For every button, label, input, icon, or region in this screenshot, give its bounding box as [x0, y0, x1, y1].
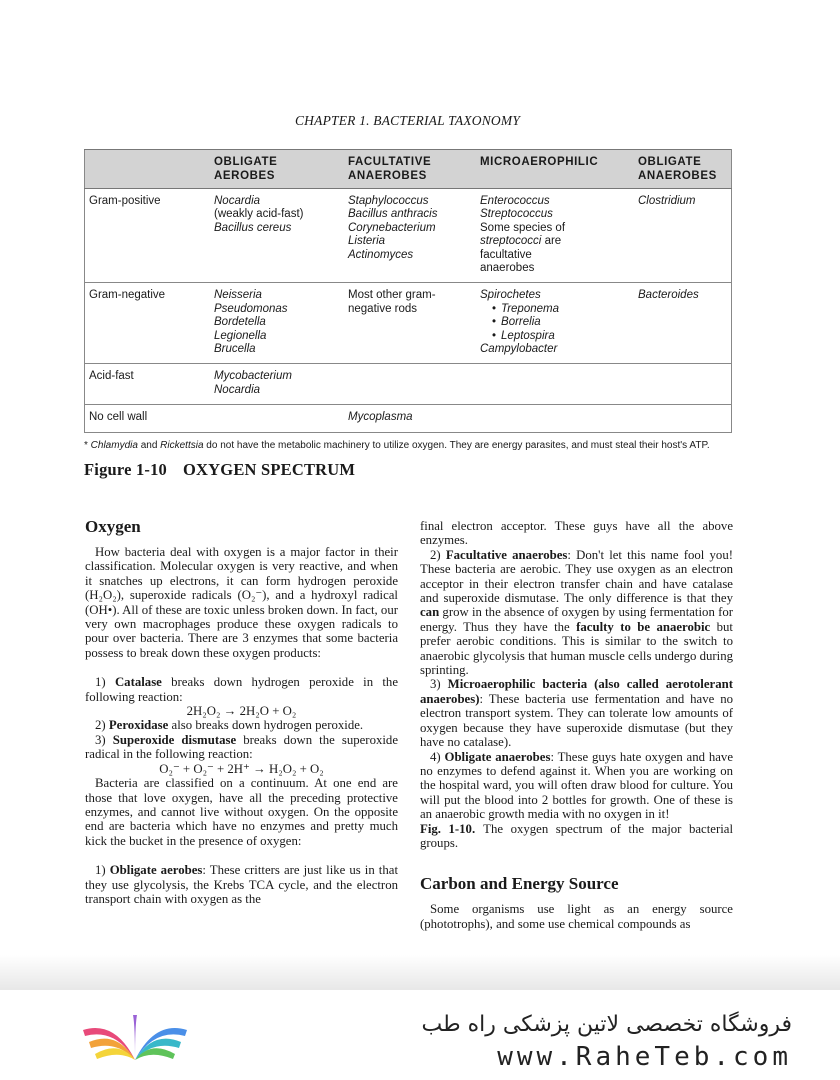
organism: Listeria	[348, 235, 386, 248]
table-row-no-cell-wall	[85, 405, 732, 432]
enzyme-item-peroxidase	[85, 718, 398, 732]
header-facultative-anaerobes-l2: ANAEROBES	[348, 169, 427, 182]
footnote-star: *	[84, 440, 91, 451]
cell-obligate-anaerobes	[634, 364, 732, 405]
item-number: 3)	[95, 732, 113, 747]
item-text: : These guys hate oxygen and have no enzymes to defend against it. When you are working on the hospital ward, you will often draw blood for culture. You will put the blood into 2 bottles for growth. One of these is an anaerobic growth media with no oxygen in it!	[420, 749, 733, 822]
organism: Legionella	[214, 329, 267, 342]
figure-caption-label: Fig. 1-10.	[420, 821, 476, 836]
header-facultative-anaerobes	[344, 150, 476, 189]
store-url: www.RaheTeb.com	[497, 1042, 792, 1072]
class-item-microaerophilic	[420, 677, 733, 749]
footnote-organism: Rickettsia	[160, 440, 204, 451]
organism: Bacillus cereus	[214, 221, 292, 234]
cell-microaerophilic	[476, 364, 634, 405]
left-column	[85, 517, 398, 906]
header-microaerophilic-label: MICROAEROPHILIC	[480, 156, 599, 168]
item-term: Catalase	[114, 675, 162, 690]
organism-bullet: • Leptospira	[480, 330, 630, 343]
note: facultative	[480, 248, 532, 261]
item-text: : Don't let this name fool you! These bacteria are aerobic. They use oxygen as an electron acceptor in their electron transfer chain and have catalase and superoxide dismutase. The only difference is that they	[420, 547, 733, 606]
note: anaerobes	[480, 262, 535, 275]
header-obligate-aerobes	[210, 150, 344, 189]
row-label: Gram-positive	[85, 189, 211, 283]
cell-facultative-anaerobes	[344, 283, 476, 364]
store-name: فروشگاه تخصصی لاتین پزشکی راه طب	[421, 1012, 792, 1037]
organism: streptococci	[480, 235, 542, 248]
table-header-row	[85, 150, 732, 189]
item-term: Peroxidase	[108, 718, 169, 733]
header-obligate-anaerobes-l1: OBLIGATE	[638, 156, 702, 168]
cell-obligate-anaerobes	[634, 405, 732, 432]
oxygen-spectrum-table	[84, 149, 732, 433]
paragraph-continued: final electron acceptor. These guys have all the above enzymes.	[420, 519, 733, 548]
organism: Nocardia	[214, 383, 261, 396]
organism: Nocardia	[214, 195, 261, 207]
cell-facultative-anaerobes	[344, 189, 476, 283]
running-header: CHAPTER 1. BACTERIAL TAXONOMY	[294, 113, 521, 128]
organism: Streptococcus	[480, 208, 553, 221]
cell-facultative-anaerobes	[344, 405, 476, 432]
equation-superoxide: O₂⁻ + O₂⁻ + 2H⁺ → H₂O₂ + O₂	[159, 761, 324, 776]
item-text: breaks down the superoxide radical in the following reaction:	[85, 732, 398, 762]
paragraph: How bacteria deal with oxygen is a major factor in their classification. Molecular oxygen is very reactive, and when it snatches up electrons, it can form hydrogen peroxide (H₂O₂), superoxide radicals (O₂⁻), and a hydroxyl radical (OH•). All of these are toxic unless broken down. In fact, our very own macrophages produce these oxygen radicals to pour over bacteria. There are 3 enzymes that some bacteria possess to break down these oxygen products:	[85, 545, 398, 660]
table-row-acid-fast	[85, 364, 732, 405]
cell-facultative-anaerobes	[344, 364, 476, 405]
organism: Bacillus anthracis	[348, 208, 438, 221]
organism-bullet: • Treponema	[480, 303, 630, 316]
right-column	[420, 519, 733, 931]
organism: Bacteroides	[638, 289, 699, 302]
item-number: 3)	[430, 677, 448, 692]
book-logo-icon	[75, 1010, 195, 1072]
cell-obligate-aerobes	[210, 364, 344, 405]
header-obligate-anaerobes-l2: ANAEROBES	[638, 169, 717, 182]
footnote-text: and	[137, 440, 161, 451]
item-text: : These critters are just like us in that they use glycolysis, the Krebs TCA cycle, and the electron transport chain with oxygen as the	[85, 863, 399, 906]
cell-obligate-aerobes	[210, 405, 344, 432]
emphasis: can	[420, 605, 440, 620]
note: (weakly acid-fast)	[214, 208, 304, 221]
organism: Clostridium	[638, 195, 696, 207]
item-number: 1)	[95, 863, 110, 878]
section-heading-carbon: Carbon and Energy Source	[420, 874, 619, 894]
class-item-obligate-aerobes	[85, 863, 398, 906]
header-cell-empty	[85, 150, 211, 189]
enzyme-item-superoxide-dismutase	[85, 733, 398, 762]
header-obligate-aerobes-l1: OBLIGATE	[214, 156, 278, 168]
organism: Campylobacter	[480, 343, 558, 356]
note: Some species of	[480, 221, 566, 234]
row-label: Acid-fast	[85, 364, 211, 405]
equation-catalase: 2H₂O₂ → 2H₂O + O₂	[186, 704, 297, 719]
cell-microaerophilic	[476, 189, 634, 283]
item-number: 1)	[95, 675, 115, 690]
note: Most other gram-	[348, 289, 436, 302]
item-number: 2)	[95, 718, 109, 733]
header-obligate-anaerobes	[634, 150, 732, 189]
figure-title	[84, 460, 355, 480]
item-term: Obligate anaerobes	[444, 749, 551, 764]
organism: Mycobacterium	[214, 370, 292, 383]
header-obligate-aerobes-l2: AEROBES	[214, 169, 276, 182]
organism: Corynebacterium	[348, 221, 436, 234]
figure-caption-text: The oxygen spectrum of the major bacterial groups.	[420, 821, 733, 850]
item-term: Facultative anaerobes	[445, 547, 568, 562]
footnote-text: do not have the metabolic machinery to utilize oxygen. They are energy parasites, and must steal their host's ATP.	[203, 440, 710, 451]
item-text: also breaks down hydrogen peroxide.	[168, 718, 364, 733]
cell-obligate-anaerobes	[634, 189, 732, 283]
organism: Pseudomonas	[214, 302, 288, 315]
organism: Bordetella	[214, 316, 266, 329]
item-term: Obligate aerobes	[109, 863, 203, 878]
organism: Neisseria	[214, 289, 262, 302]
footnote-organism: Chlamydia	[90, 440, 138, 451]
page-fade	[0, 955, 840, 995]
cell-obligate-anaerobes	[634, 283, 732, 364]
table-row-gram-negative	[85, 283, 732, 364]
cell-microaerophilic	[476, 283, 634, 364]
row-label: Gram-negative	[85, 283, 211, 364]
class-item-facultative-anaerobes	[420, 548, 733, 678]
class-item-obligate-anaerobes	[420, 750, 733, 822]
item-text: grow in the absence of oxygen by using fermentation for energy. Thus they have the	[420, 605, 733, 634]
note: are	[544, 235, 562, 248]
header-microaerophilic	[476, 150, 634, 189]
row-label: No cell wall	[85, 405, 211, 432]
table-footnote	[84, 440, 744, 451]
organism: Brucella	[214, 343, 256, 356]
emphasis: faculty to be anaerobic	[576, 619, 711, 634]
item-number: 4)	[430, 749, 445, 764]
organism: Actinomyces	[348, 248, 414, 261]
header-facultative-anaerobes-l1: FACULTATIVE	[348, 156, 432, 168]
item-term: Microaerophilic bacteria (also called aerotolerant anaerobes)	[420, 677, 733, 706]
organism: Spirochetes	[480, 289, 541, 302]
paragraph: Some organisms use light as an energy source (phototrophs), and some use chemical compounds as	[420, 902, 733, 931]
organism: Enterococcus	[480, 195, 550, 207]
organism-bullet: • Borrelia	[480, 316, 630, 329]
cell-obligate-aerobes	[210, 189, 344, 283]
cell-microaerophilic	[476, 405, 634, 432]
item-term: Superoxide dismutase	[112, 732, 237, 747]
cell-obligate-aerobes	[210, 283, 344, 364]
figure-number: Figure 1-10	[84, 460, 168, 479]
item-number: 2)	[430, 547, 446, 562]
item-text: breaks down hydrogen peroxide in the following reaction:	[85, 675, 398, 704]
table-row-gram-positive	[85, 189, 732, 283]
note: negative rods	[348, 302, 418, 315]
figure-caption	[420, 822, 733, 851]
organism: Mycoplasma	[348, 411, 413, 424]
section-heading-oxygen: Oxygen	[85, 517, 141, 536]
item-text: : These bacteria use fermentation and have no electron transport system. They can tolerate low amounts of oxygen because they have superoxide dismutase (but they have no catalase).	[420, 691, 733, 750]
figure-caption-title: OXYGEN SPECTRUM	[183, 460, 356, 479]
item-text: but prefer aerobic conditions. This is similar to the switch to anaerobic glycolysis that human muscle cells undergo during sprinting.	[420, 619, 733, 678]
enzyme-item-catalase	[85, 675, 398, 704]
organism: Staphylococcus	[348, 195, 429, 207]
paragraph: Bacteria are classified on a continuum. At one end are those that love oxygen, have all the preceding protective enzymes, and cannot live without oxygen. On the opposite end are bacteria which have no enzymes and pretty much kick the bucket in the presence of oxygen:	[85, 776, 398, 848]
